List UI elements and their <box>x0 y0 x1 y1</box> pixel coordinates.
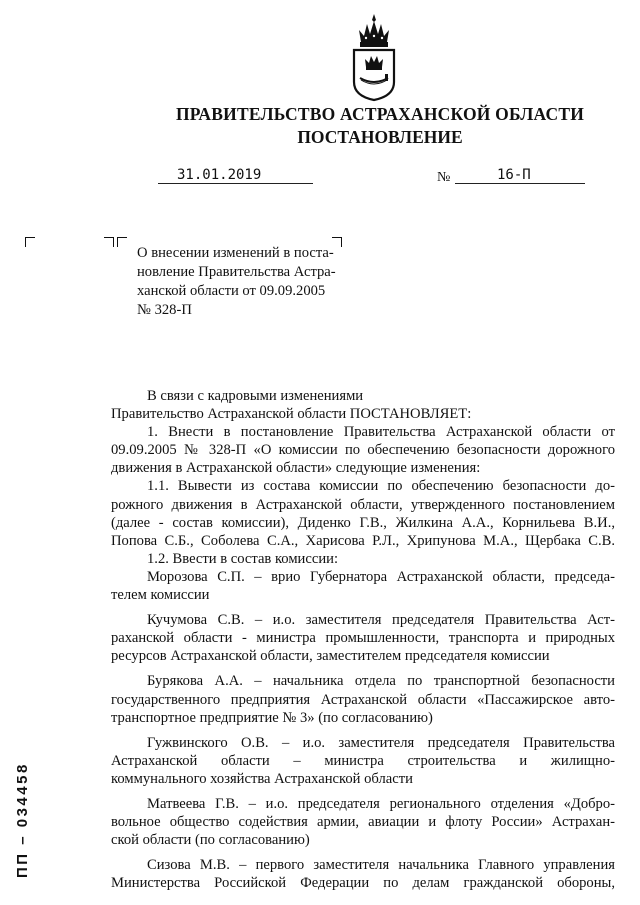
body-line: телем комиссии <box>111 587 210 604</box>
document-body <box>111 387 615 892</box>
body-line: 1.1. Вывести из состава комиссии по обеспечению безопасности до- <box>147 478 615 495</box>
body-line: Попова С.Б., Соболева С.А., Харисова Р.Л., Хрипунова М.А., Щербака С.В. <box>111 532 615 549</box>
body-line: Министерства Российской Федерации по делам гражданской обороны, <box>111 875 615 892</box>
body-line: 1. Внести в постановление Правительства Астраханской области от <box>147 424 615 441</box>
body-line: В связи с кадровыми изменениями <box>147 388 364 404</box>
left-margin-corner <box>25 237 35 247</box>
subject-corner-tl <box>104 237 114 247</box>
body-line: государственного предприятия Астраханской области «Пассажирское авто- <box>111 691 615 708</box>
number-sign: № <box>437 170 451 185</box>
body-line: раханской области - министра промышленности, транспорта и природных <box>111 630 615 647</box>
subject-line: № 328-П <box>137 302 192 318</box>
date-underline <box>158 183 313 184</box>
body-line: Морозова С.П. – врио Губернатора Астраханской области, председа- <box>147 568 615 585</box>
serial-text: ПП – 034458 <box>14 762 31 878</box>
document-subject <box>137 244 352 320</box>
document-type: ПОСТАНОВЛЕНИЕ <box>297 127 463 147</box>
coat-of-arms-icon <box>345 12 403 102</box>
body-line: 1.2. Ввести в состав комиссии: <box>147 550 339 567</box>
body-line: рожного движения в Астраханской области, утвержденного постановлением <box>111 496 615 513</box>
body-line: Правительство Астраханской области ПОСТАНОВЛЯЕТ: <box>111 406 472 423</box>
subject-corner-tl2 <box>117 237 127 247</box>
body-line: (далее - состав комиссии), Диденко Г.В., Жилкина А.А., Корнильева В.И., <box>111 514 615 531</box>
body-line: транспортное предприятие № 3» (по согласованию) <box>111 709 433 726</box>
subject-line: ханской области от 09.09.2005 <box>137 283 326 299</box>
number-underline <box>455 183 585 184</box>
body-line: Кучумова С.В. – и.о. заместителя председателя Правительства Аст- <box>147 612 615 629</box>
body-line: Матвеева Г.В. – и.о. председателя регионального отделения «Добро- <box>147 795 615 812</box>
body-line: вольное общество содействия армии, авиации и флоту России» Астрахан- <box>111 814 615 831</box>
government-title: ПРАВИТЕЛЬСТВО АСТРАХАНСКОЙ ОБЛАСТИ <box>175 104 585 124</box>
body-line: Бурякова А.А. – начальника отдела по транспортной безопасности <box>147 673 615 690</box>
body-line: Гужвинского О.В. – и.о. заместителя председателя Правительства <box>147 734 615 751</box>
body-line: Астраханской области – министра строительства и жилищно- <box>111 752 615 769</box>
document-date: 31.01.2019 <box>177 167 262 183</box>
body-line: Сизова М.В. – первого заместителя начальника Главного управления <box>147 857 615 874</box>
body-line: движения в Астраханской области» следующие изменения: <box>111 460 481 477</box>
subject-line: О внесении изменений в поста- <box>137 245 334 261</box>
body-line: ской области (по согласованию) <box>111 832 310 849</box>
subject-line: новление Правительства Астра- <box>137 264 336 280</box>
body-line: коммунального хозяйства Астраханской области <box>111 770 413 787</box>
body-line: 09.09.2005 № 328-П «О комиссии по обеспечению безопасности дорожного <box>111 442 615 459</box>
body-line: ресурсов Астраханской области, заместителем председателя комиссии <box>111 648 550 665</box>
document-number: 16-П <box>497 167 531 183</box>
blank-serial-number <box>12 728 36 878</box>
